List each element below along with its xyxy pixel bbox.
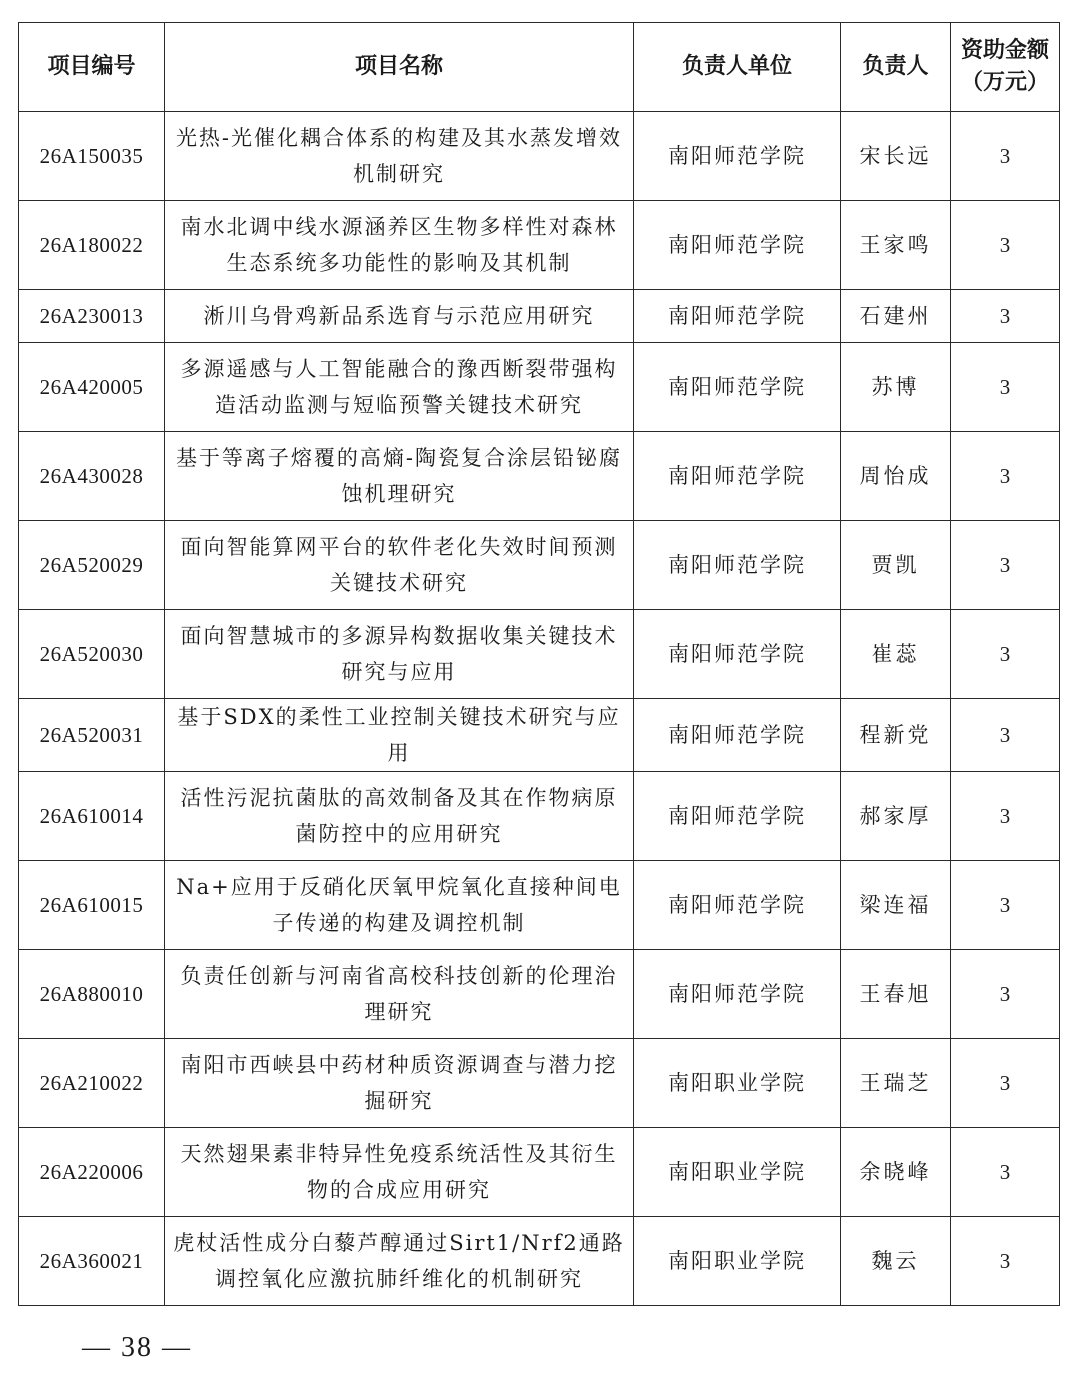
project-name-cell: 天然翅果素非特异性免疫系统活性及其衍生物的合成应用研究 <box>165 1128 634 1217</box>
amount-cell: 3 <box>951 432 1060 521</box>
header-person: 负责人 <box>841 23 951 112</box>
table-row <box>19 521 1060 610</box>
table-row <box>19 1217 1060 1306</box>
person-cell: 崔蕊 <box>841 610 951 699</box>
table-row <box>19 343 1060 432</box>
project-id-cell: 26A420005 <box>19 343 165 432</box>
unit-cell: 南阳师范学院 <box>634 290 841 343</box>
person-cell: 周怡成 <box>841 432 951 521</box>
table-row <box>19 290 1060 343</box>
project-id-cell: 26A230013 <box>19 290 165 343</box>
unit-cell: 南阳师范学院 <box>634 699 841 772</box>
header-project-id: 项目编号 <box>19 23 165 112</box>
page-number: — 38 — <box>82 1332 192 1363</box>
person-cell: 宋长远 <box>841 112 951 201</box>
project-id-cell: 26A520029 <box>19 521 165 610</box>
amount-cell: 3 <box>951 610 1060 699</box>
amount-cell: 3 <box>951 1039 1060 1128</box>
project-id-cell: 26A520031 <box>19 699 165 772</box>
project-name-cell: 活性污泥抗菌肽的高效制备及其在作物病原菌防控中的应用研究 <box>165 772 634 861</box>
project-name-cell: 南阳市西峡县中药材种质资源调查与潜力挖掘研究 <box>165 1039 634 1128</box>
table-row <box>19 201 1060 290</box>
amount-cell: 3 <box>951 699 1060 772</box>
project-id-cell: 26A220006 <box>19 1128 165 1217</box>
person-cell: 郝家厚 <box>841 772 951 861</box>
project-name-cell: 多源遥感与人工智能融合的豫西断裂带强构造活动监测与短临预警关键技术研究 <box>165 343 634 432</box>
project-id-cell: 26A610014 <box>19 772 165 861</box>
table-row <box>19 1128 1060 1217</box>
unit-cell: 南阳职业学院 <box>634 1128 841 1217</box>
project-id-cell: 26A880010 <box>19 950 165 1039</box>
table-row <box>19 950 1060 1039</box>
unit-cell: 南阳师范学院 <box>634 610 841 699</box>
table-row <box>19 772 1060 861</box>
header-amount-line1: 资助金额 <box>960 38 1049 63</box>
amount-cell: 3 <box>951 950 1060 1039</box>
project-name-cell: 面向智能算网平台的软件老化失效时间预测关键技术研究 <box>165 521 634 610</box>
person-cell: 王春旭 <box>841 950 951 1039</box>
unit-cell: 南阳师范学院 <box>634 950 841 1039</box>
unit-cell: 南阳职业学院 <box>634 1039 841 1128</box>
project-name-cell: 南水北调中线水源涵养区生物多样性对森林生态系统多功能性的影响及其机制 <box>165 201 634 290</box>
person-cell: 余晓峰 <box>841 1128 951 1217</box>
header-amount <box>951 23 1060 112</box>
amount-cell: 3 <box>951 861 1060 950</box>
project-id-cell: 26A610015 <box>19 861 165 950</box>
header-amount-line2: （万元） <box>960 70 1049 95</box>
project-id-cell: 26A520030 <box>19 610 165 699</box>
unit-cell: 南阳师范学院 <box>634 112 841 201</box>
project-name-cell: 基于等离子熔覆的高熵-陶瓷复合涂层铅铋腐蚀机理研究 <box>165 432 634 521</box>
unit-cell: 南阳师范学院 <box>634 772 841 861</box>
amount-cell: 3 <box>951 201 1060 290</box>
grant-project-table <box>18 22 1060 1306</box>
unit-cell: 南阳师范学院 <box>634 201 841 290</box>
amount-cell: 3 <box>951 1128 1060 1217</box>
amount-cell: 3 <box>951 772 1060 861</box>
project-id-cell: 26A360021 <box>19 1217 165 1306</box>
person-cell: 王瑞芝 <box>841 1039 951 1128</box>
project-id-cell: 26A180022 <box>19 201 165 290</box>
project-name-cell: 光热-光催化耦合体系的构建及其水蒸发增效机制研究 <box>165 112 634 201</box>
project-id-cell: 26A430028 <box>19 432 165 521</box>
unit-cell: 南阳师范学院 <box>634 432 841 521</box>
project-name-cell: 淅川乌骨鸡新品系选育与示范应用研究 <box>165 290 634 343</box>
project-name-cell: Na+应用于反硝化厌氧甲烷氧化直接种间电子传递的构建及调控机制 <box>165 861 634 950</box>
project-id-cell: 26A150035 <box>19 112 165 201</box>
table-row <box>19 112 1060 201</box>
unit-cell: 南阳职业学院 <box>634 1217 841 1306</box>
person-cell: 王家鸣 <box>841 201 951 290</box>
amount-cell: 3 <box>951 1217 1060 1306</box>
table-body <box>19 112 1060 1306</box>
amount-cell: 3 <box>951 290 1060 343</box>
project-name-cell: 面向智慧城市的多源异构数据收集关键技术研究与应用 <box>165 610 634 699</box>
project-name-cell: 虎杖活性成分白藜芦醇通过Sirt1/Nrf2通路调控氧化应激抗肺纤维化的机制研究 <box>165 1217 634 1306</box>
person-cell: 程新党 <box>841 699 951 772</box>
person-cell: 苏博 <box>841 343 951 432</box>
table-row <box>19 699 1060 772</box>
table-row <box>19 610 1060 699</box>
person-cell: 魏云 <box>841 1217 951 1306</box>
table-row <box>19 861 1060 950</box>
amount-cell: 3 <box>951 112 1060 201</box>
unit-cell: 南阳师范学院 <box>634 521 841 610</box>
header-project-name: 项目名称 <box>165 23 634 112</box>
unit-cell: 南阳师范学院 <box>634 861 841 950</box>
person-cell: 贾凯 <box>841 521 951 610</box>
project-id-cell: 26A210022 <box>19 1039 165 1128</box>
project-name-cell: 基于SDX的柔性工业控制关键技术研究与应用 <box>165 699 634 772</box>
amount-cell: 3 <box>951 521 1060 610</box>
table-header-row <box>19 23 1060 112</box>
unit-cell: 南阳师范学院 <box>634 343 841 432</box>
table-row <box>19 1039 1060 1128</box>
project-name-cell: 负责任创新与河南省高校科技创新的伦理治理研究 <box>165 950 634 1039</box>
person-cell: 石建州 <box>841 290 951 343</box>
header-unit: 负责人单位 <box>634 23 841 112</box>
person-cell: 梁连福 <box>841 861 951 950</box>
table-row <box>19 432 1060 521</box>
amount-cell: 3 <box>951 343 1060 432</box>
